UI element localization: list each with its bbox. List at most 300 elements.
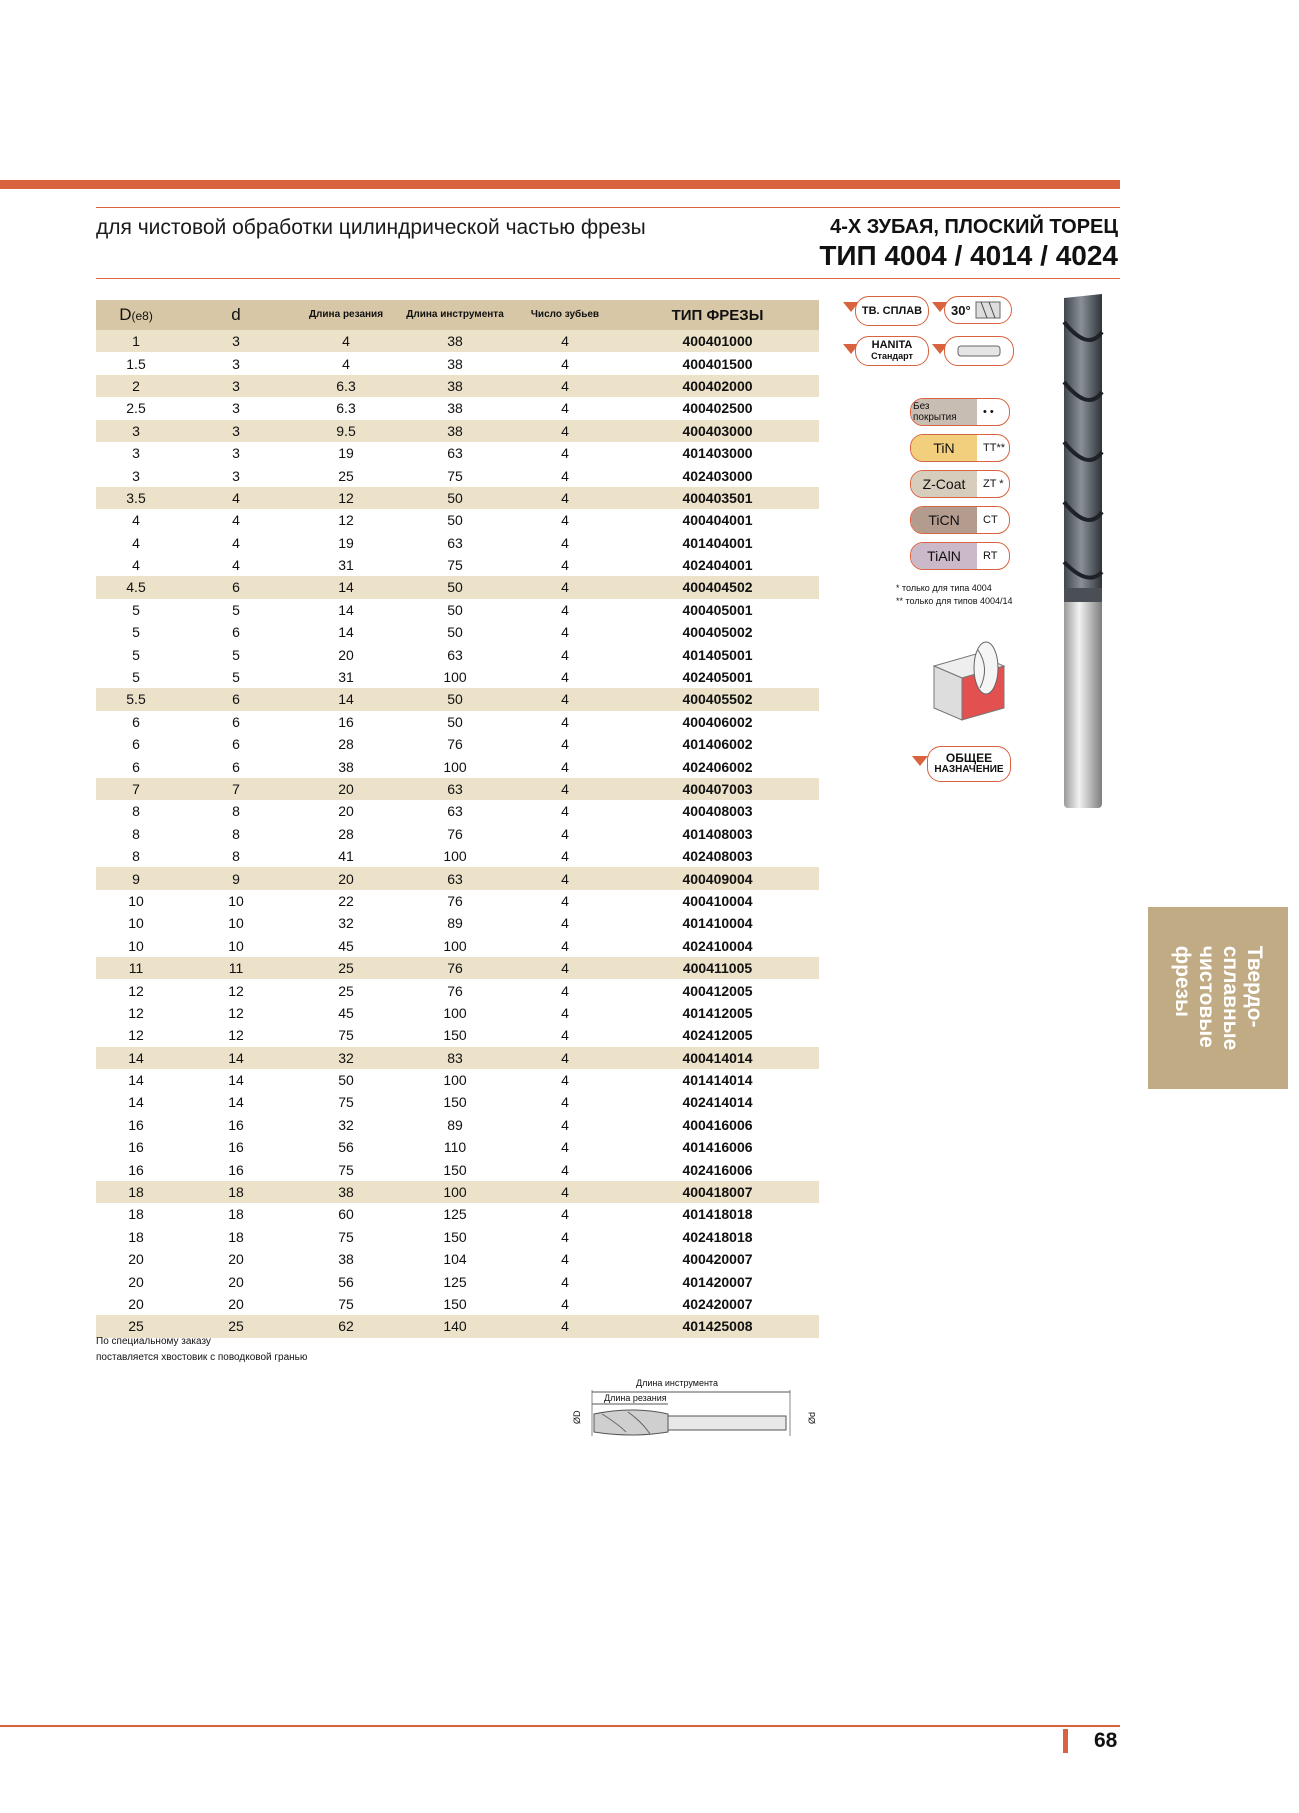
table-row	[96, 375, 819, 397]
cell-type: 402405001	[682, 669, 753, 686]
cell-teeth: 4	[561, 892, 569, 909]
coating-badge	[910, 434, 1010, 462]
cell-tool-length: 63	[447, 803, 463, 820]
cell-cut-length: 12	[338, 512, 354, 529]
cell-d: 6	[176, 576, 296, 598]
cell-d: 10	[228, 915, 244, 932]
cell-type: 401425008	[616, 1315, 819, 1337]
cell-type: 400402500	[682, 400, 753, 417]
table-row	[96, 1248, 819, 1270]
cell-cut-length: 32	[338, 1116, 354, 1133]
cell-cut-length: 20	[338, 646, 354, 663]
cell-d: 4	[232, 557, 240, 574]
cell-teeth: 4	[561, 982, 569, 999]
cell-cut-length: 28	[338, 736, 354, 753]
cell-d: 25	[176, 1315, 296, 1337]
cell-teeth: 4	[561, 803, 569, 820]
cell-type: 401418018	[682, 1206, 753, 1223]
diagram-D-label: ØD	[572, 1410, 582, 1424]
cell-type: 402414014	[682, 1094, 753, 1111]
cell-cut-length: 41	[338, 848, 354, 865]
cell-D: 5	[132, 669, 140, 686]
cell-tool-length: 38	[396, 375, 514, 397]
cell-tool-length: 100	[443, 937, 467, 954]
plain-shank-icon	[956, 343, 1002, 359]
cell-type: 402404001	[682, 557, 753, 574]
cell-type: 401412005	[682, 1004, 753, 1021]
cell-teeth: 4	[561, 1228, 569, 1245]
cell-type: 400408003	[682, 803, 753, 820]
cell-type: 400405502	[616, 688, 819, 710]
cell-d: 3	[232, 467, 240, 484]
cell-tool-length: 38	[396, 330, 514, 352]
cell-teeth: 4	[514, 957, 616, 979]
cell-type: 402418018	[682, 1228, 753, 1245]
cell-cut-length: 38	[338, 1251, 354, 1268]
cell-tool-length: 38	[447, 400, 463, 417]
cell-D: 25	[96, 1315, 176, 1337]
cell-teeth: 4	[514, 778, 616, 800]
cell-cut-length: 75	[338, 1228, 354, 1245]
page-subtitle: для чистовой обработки цилиндрической частью фрезы	[96, 216, 646, 239]
bottom-divider	[0, 1725, 1120, 1727]
coating-note-2: ** только для типов 4004/14	[896, 596, 1013, 606]
cell-D: 8	[132, 803, 140, 820]
cell-teeth: 4	[561, 1027, 569, 1044]
cell-d: 10	[228, 892, 244, 909]
cell-D: 20	[128, 1295, 144, 1312]
tool-dimension-diagram	[572, 1388, 822, 1442]
cell-tool-length: 76	[396, 957, 514, 979]
cell-tool-length: 100	[443, 1072, 467, 1089]
cell-d: 9	[176, 867, 296, 889]
cell-cut-length: 31	[338, 669, 354, 686]
table-row	[96, 1114, 819, 1136]
cell-D: 1.5	[126, 355, 146, 372]
cell-D: 14	[96, 1047, 176, 1069]
cell-cut-length: 45	[338, 937, 354, 954]
cell-tool-length: 76	[447, 892, 463, 909]
cell-D: 3	[96, 420, 176, 442]
cell-cut-length: 4	[296, 330, 396, 352]
cell-teeth: 4	[561, 1161, 569, 1178]
cell-teeth: 4	[561, 1251, 569, 1268]
cell-D: 3	[132, 445, 140, 462]
coating-name: TiAlN	[911, 543, 977, 569]
cell-cut-length: 14	[338, 624, 354, 641]
end-mill-image	[1058, 292, 1108, 816]
cell-D: 6	[132, 713, 140, 730]
table-row	[96, 576, 819, 598]
cell-type: 400402000	[616, 375, 819, 397]
cell-type: 400420007	[682, 1251, 753, 1268]
cell-teeth: 4	[514, 1047, 616, 1069]
cell-teeth: 4	[561, 825, 569, 842]
table-row	[96, 621, 819, 643]
milling-operation-icon	[928, 638, 1012, 722]
cell-d: 18	[228, 1228, 244, 1245]
table-row	[96, 487, 819, 509]
cell-cut-length: 6.3	[336, 400, 356, 417]
cell-tool-length: 76	[447, 982, 463, 999]
cell-type: 400403501	[616, 487, 819, 509]
cell-cut-length: 62	[296, 1315, 396, 1337]
cell-cut-length: 19	[338, 445, 354, 462]
cell-cut-length: 75	[338, 1027, 354, 1044]
cell-teeth: 4	[561, 646, 569, 663]
cell-tool-length: 110	[443, 1139, 467, 1156]
table-row	[96, 1024, 819, 1046]
cell-D: 14	[128, 1094, 144, 1111]
cell-cut-length: 20	[296, 778, 396, 800]
cell-type: 400409004	[616, 867, 819, 889]
cell-teeth: 4	[561, 669, 569, 686]
cell-teeth: 4	[561, 1295, 569, 1312]
cell-d: 18	[176, 1181, 296, 1203]
cell-d: 18	[228, 1206, 244, 1223]
cell-d: 7	[176, 778, 296, 800]
standard-label: HANITA	[871, 339, 913, 351]
coating-badge	[910, 542, 1010, 570]
diagram-total-length-label: Длина инструмента	[636, 1378, 718, 1388]
cell-tool-length: 38	[447, 355, 463, 372]
cell-cut-length: 14	[296, 576, 396, 598]
cell-D: 8	[132, 825, 140, 842]
coating-name: Без покрытия	[911, 399, 977, 425]
cell-cut-length: 75	[338, 1295, 354, 1312]
cell-teeth: 4	[561, 713, 569, 730]
cell-type: 400406002	[682, 713, 753, 730]
cell-type: 402412005	[682, 1027, 753, 1044]
cell-d: 6	[232, 736, 240, 753]
cell-D: 18	[128, 1228, 144, 1245]
cell-D: 6	[132, 736, 140, 753]
cell-tool-length: 150	[443, 1228, 467, 1245]
cell-type: 401420007	[682, 1273, 753, 1290]
table-row	[96, 532, 819, 554]
cell-d: 4	[232, 512, 240, 529]
col-header-tool-length: Длина инструмента	[396, 300, 514, 330]
cell-d: 4	[232, 534, 240, 551]
cell-cut-length: 20	[338, 803, 354, 820]
cell-teeth: 4	[514, 375, 616, 397]
cell-type: 400404502	[616, 576, 819, 598]
cell-d: 3	[176, 375, 296, 397]
cell-cut-length: 6.3	[296, 375, 396, 397]
cell-D: 18	[128, 1206, 144, 1223]
coating-badge	[910, 506, 1010, 534]
col-header-teeth: Число зубьев	[514, 300, 616, 330]
cell-D: 16	[128, 1161, 144, 1178]
cell-teeth: 4	[561, 601, 569, 618]
cell-type: 402406002	[682, 758, 753, 775]
cell-cut-length: 22	[338, 892, 354, 909]
cell-d: 14	[176, 1047, 296, 1069]
cell-teeth: 4	[514, 487, 616, 509]
cell-D: 4	[132, 512, 140, 529]
cell-d: 11	[176, 957, 296, 979]
cell-teeth: 4	[561, 848, 569, 865]
page-marker	[1063, 1729, 1068, 1753]
cell-d: 3	[176, 420, 296, 442]
cell-tool-length: 150	[443, 1027, 467, 1044]
cell-tool-length: 150	[443, 1295, 467, 1312]
cell-teeth: 4	[514, 330, 616, 352]
cell-tool-length: 100	[443, 758, 467, 775]
cell-cut-length: 32	[338, 915, 354, 932]
cell-d: 5	[232, 669, 240, 686]
col-header-D: D(е8)	[96, 300, 176, 330]
table-row	[96, 1270, 819, 1292]
cell-cut-length: 9.5	[296, 420, 396, 442]
cell-cut-length: 14	[296, 688, 396, 710]
cell-D: 20	[128, 1251, 144, 1268]
cell-D: 4	[132, 534, 140, 551]
cell-tool-length: 89	[447, 1116, 463, 1133]
cell-tool-length: 50	[396, 688, 514, 710]
cell-d: 5	[232, 601, 240, 618]
cell-cut-length: 38	[296, 1181, 396, 1203]
cell-teeth: 4	[561, 467, 569, 484]
cell-cut-length: 25	[338, 467, 354, 484]
cell-tool-length: 63	[396, 778, 514, 800]
cell-type: 400407003	[616, 778, 819, 800]
standard-sublabel: Стандарт	[871, 351, 913, 361]
helix-angle-badge	[944, 296, 1012, 324]
cell-d: 16	[228, 1116, 244, 1133]
coating-code: CT	[983, 514, 998, 526]
cell-teeth: 4	[514, 688, 616, 710]
cell-d: 8	[232, 803, 240, 820]
table-row	[96, 755, 819, 777]
cell-D: 16	[128, 1116, 144, 1133]
spec-table-body	[96, 330, 819, 1338]
coating-name: Z-Coat	[911, 471, 977, 497]
cell-teeth: 4	[561, 355, 569, 372]
coating-code: • •	[983, 406, 994, 418]
cell-d: 5	[232, 646, 240, 663]
cell-tool-length: 63	[447, 646, 463, 663]
cell-type: 402408003	[682, 848, 753, 865]
cell-tool-length: 104	[443, 1251, 467, 1268]
cell-teeth: 4	[561, 1273, 569, 1290]
cell-cut-length: 4	[342, 355, 350, 372]
table-row	[96, 979, 819, 1001]
cell-d: 20	[228, 1295, 244, 1312]
helix-icon	[975, 300, 1001, 320]
cell-tool-length: 76	[447, 736, 463, 753]
cell-tool-length: 63	[447, 534, 463, 551]
page-number: 68	[1094, 1729, 1118, 1752]
cell-type: 400401000	[616, 330, 819, 352]
footnote-line2: поставляется хвостовик с поводковой гранью	[96, 1352, 308, 1363]
cell-cut-length: 56	[338, 1139, 354, 1156]
cell-D: 12	[128, 1004, 144, 1021]
cell-cut-length: 28	[338, 825, 354, 842]
cell-d: 10	[228, 937, 244, 954]
cell-tool-length: 75	[447, 467, 463, 484]
cell-type: 401416006	[682, 1139, 753, 1156]
cell-teeth: 4	[561, 758, 569, 775]
cell-tool-length: 75	[447, 557, 463, 574]
side-tab-line3: чистовые	[1195, 945, 1218, 1048]
cell-teeth: 4	[561, 1139, 569, 1156]
cell-d: 8	[232, 848, 240, 865]
table-row	[96, 1226, 819, 1248]
table-row	[96, 1158, 819, 1180]
cell-tool-length: 63	[396, 867, 514, 889]
coating-code: RT	[983, 550, 998, 562]
cell-type: 400412005	[682, 982, 753, 999]
cell-teeth: 4	[561, 736, 569, 753]
cell-teeth: 4	[561, 624, 569, 641]
cell-D: 14	[128, 1072, 144, 1089]
cell-type: 401410004	[682, 915, 753, 932]
cell-D: 5	[132, 624, 140, 641]
cell-teeth: 4	[514, 576, 616, 598]
table-row	[96, 1203, 819, 1225]
cell-teeth: 4	[561, 1116, 569, 1133]
cell-D: 10	[128, 915, 144, 932]
product-title-line1: 4-Х ЗУБАЯ, ПЛОСКИЙ ТОРЕЦ	[830, 216, 1118, 238]
table-row	[96, 1293, 819, 1315]
cell-teeth: 4	[561, 1206, 569, 1223]
cell-D: 2	[96, 375, 176, 397]
cell-tool-length: 38	[396, 420, 514, 442]
header-divider	[96, 278, 1120, 279]
cell-d: 6	[232, 713, 240, 730]
table-row	[96, 711, 819, 733]
cell-tool-length: 76	[447, 825, 463, 842]
cell-D: 3.5	[96, 487, 176, 509]
cell-type: 401404001	[682, 534, 753, 551]
cell-d: 3	[176, 330, 296, 352]
table-row	[96, 823, 819, 845]
table-row	[96, 1069, 819, 1091]
cell-type: 400418007	[616, 1181, 819, 1203]
cell-d: 3	[232, 400, 240, 417]
table-row	[96, 845, 819, 867]
cell-D: 10	[128, 892, 144, 909]
cell-tool-length: 89	[447, 915, 463, 932]
cell-tool-length: 100	[443, 1004, 467, 1021]
cell-d: 12	[228, 982, 244, 999]
table-row	[96, 1181, 819, 1203]
table-row	[96, 778, 819, 800]
cell-cut-length: 32	[296, 1047, 396, 1069]
table-row	[96, 397, 819, 419]
cell-D: 4	[132, 557, 140, 574]
cell-d: 3	[232, 445, 240, 462]
cell-tool-length: 125	[443, 1206, 467, 1223]
table-row	[96, 442, 819, 464]
general-purpose-line2: НАЗНАЧЕНИЕ	[934, 764, 1004, 775]
cell-tool-length: 50	[447, 512, 463, 529]
cell-D: 11	[96, 957, 176, 979]
product-title-line2: ТИП 4004 / 4014 / 4024	[819, 240, 1118, 271]
side-tab-line2: сплавные	[1219, 945, 1242, 1051]
cell-D: 4.5	[96, 576, 176, 598]
coating-badge	[910, 470, 1010, 498]
cell-tool-length: 150	[443, 1094, 467, 1111]
table-row	[96, 800, 819, 822]
cell-tool-length: 50	[447, 713, 463, 730]
coating-name: TiN	[911, 435, 977, 461]
cell-teeth: 4	[514, 1315, 616, 1337]
table-row	[96, 935, 819, 957]
cell-cut-length: 25	[338, 982, 354, 999]
cell-D: 1	[96, 330, 176, 352]
cell-D: 8	[132, 848, 140, 865]
cell-cut-length: 38	[338, 758, 354, 775]
cell-tool-length: 50	[396, 576, 514, 598]
cell-teeth: 4	[561, 534, 569, 551]
cell-D: 5	[132, 601, 140, 618]
cell-d: 20	[228, 1273, 244, 1290]
cell-teeth: 4	[561, 445, 569, 462]
table-row	[96, 643, 819, 665]
cell-D: 20	[128, 1273, 144, 1290]
cell-tool-length: 83	[396, 1047, 514, 1069]
cell-cut-length: 50	[338, 1072, 354, 1089]
table-row	[96, 464, 819, 486]
cell-type: 402403000	[682, 467, 753, 484]
shank-badge	[944, 336, 1014, 366]
cell-d: 14	[228, 1094, 244, 1111]
cell-type: 400401500	[682, 355, 753, 372]
cell-cut-length: 25	[296, 957, 396, 979]
table-row	[96, 509, 819, 531]
cell-D: 12	[128, 982, 144, 999]
top-accent-bar	[0, 180, 1120, 189]
cell-type: 400414014	[616, 1047, 819, 1069]
table-row	[96, 1315, 819, 1337]
cell-d: 16	[228, 1161, 244, 1178]
cell-cut-length: 60	[338, 1206, 354, 1223]
col-header-d: d	[176, 300, 296, 330]
cell-teeth: 4	[561, 915, 569, 932]
cell-tool-length: 63	[447, 445, 463, 462]
cell-cut-length: 31	[338, 557, 354, 574]
coating-badge	[910, 398, 1010, 426]
cell-D: 10	[128, 937, 144, 954]
cell-D: 5.5	[96, 688, 176, 710]
cell-teeth: 4	[514, 1181, 616, 1203]
cell-teeth: 4	[561, 557, 569, 574]
cell-cut-length: 75	[338, 1161, 354, 1178]
cell-D: 2.5	[126, 400, 146, 417]
cell-teeth: 4	[514, 420, 616, 442]
general-purpose-line1: ОБЩЕЕ	[945, 751, 993, 765]
helix-angle-label: 30°	[951, 302, 971, 318]
material-badge: ТВ. СПЛАВ	[855, 296, 929, 326]
col-header-cut-length: Длина резания	[296, 300, 396, 330]
cell-teeth: 4	[561, 400, 569, 417]
cell-tool-length: 50	[447, 601, 463, 618]
table-row	[96, 688, 819, 710]
cell-D: 9	[96, 867, 176, 889]
table-row	[96, 1136, 819, 1158]
cell-teeth: 4	[561, 1094, 569, 1111]
diagram-cut-length-label: Длина резания	[604, 1393, 667, 1403]
cell-d: 4	[176, 487, 296, 509]
cell-D: 3	[132, 467, 140, 484]
table-row	[96, 867, 819, 889]
cell-cut-length: 56	[338, 1273, 354, 1290]
cell-type: 401408003	[682, 825, 753, 842]
table-row	[96, 1091, 819, 1113]
col-header-type: ТИП ФРЕЗЫ	[616, 300, 819, 330]
